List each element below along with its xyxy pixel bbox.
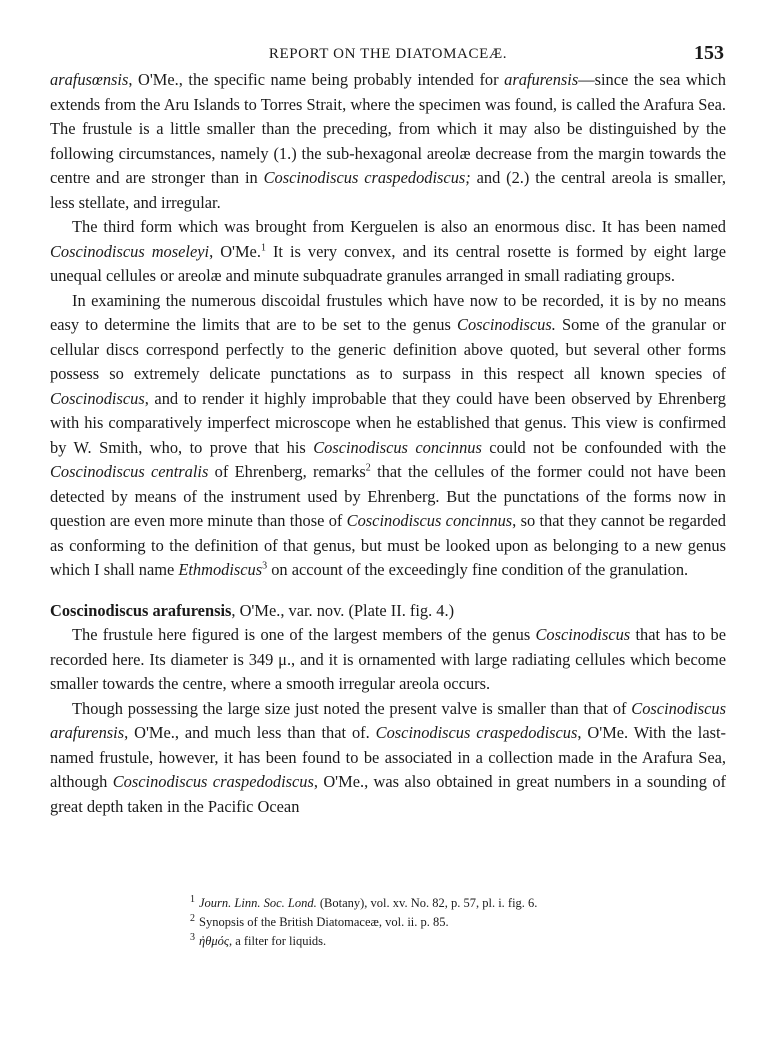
text-run: , and to render it highly improbable that they could have been observed by Ehrenberg with his comparatively imperfect microscope when he established that genus. This view is confirmed by W. Smith, who, to prove that his — [50, 388, 726, 457]
text-run: , O'Me. — [209, 241, 261, 261]
text-run: It is very convex, and its central rosette is formed by eight large unequal cellules or areolæ and minute subquadrate granules arranged in small radiating groups. — [50, 241, 726, 285]
footnote-number: 2 — [190, 912, 195, 924]
italic-text: Coscinodiscus moseleyi — [50, 241, 210, 261]
italic-text: Coscinodiscus arafurensis — [50, 698, 726, 742]
text-run: Some of the granular or cellular discs correspond perfectly to the generic definition above quoted, but several other forms possess so extremely delicate punctations as to surpass in this respect all known species of — [50, 315, 726, 383]
italic-text: Ethmodiscus — [178, 560, 263, 579]
italic-text: Coscinodiscus craspedodiscus — [375, 723, 578, 742]
text-run: on account of the exceedingly fine condition of the granulation. — [267, 560, 689, 579]
page-number: 153 — [694, 42, 724, 64]
text-run: that the cellules of the former could not have been detected by means of the instrument used by Ehrenberg. But the punctations of the forms now in question are even more minute than those of — [50, 462, 727, 530]
text-run: The frustule here figured is one of the largest members of the genus — [72, 625, 536, 644]
footnote-ref: 3 — [262, 560, 268, 572]
paragraph — [50, 215, 726, 289]
paragraph — [50, 289, 726, 583]
footnote — [190, 932, 710, 951]
footnotes — [190, 894, 710, 951]
italic-text: Coscinodiscus — [535, 625, 631, 644]
italic-text: Coscinodiscus concinnus — [346, 511, 513, 530]
body-text — [50, 68, 726, 819]
footnote-number: 3 — [190, 931, 195, 943]
footnote-ref: 2 — [365, 462, 371, 474]
italic-text: Coscinodiscus centralis — [50, 462, 209, 481]
text-run: could not be confounded with the — [481, 437, 726, 457]
text-run: , a filter for liquids. — [228, 934, 327, 948]
italic-text: Coscinodiscus. — [457, 315, 556, 334]
paragraph — [50, 623, 726, 697]
text-run: , O'Me., and much less than that of. — [124, 723, 376, 742]
text-run: of Ehrenberg, remarks — [208, 462, 366, 481]
italic-text: arafurensis — [504, 70, 579, 89]
text-run: Though possessing the large size just noted the present valve is smaller than that of — [72, 698, 632, 718]
italic-text: Journ. Linn. Soc. Lond. — [199, 896, 317, 910]
italic-text: Coscinodiscus craspedodiscus — [112, 772, 314, 791]
italic-text: arafusœnsis — [50, 70, 129, 89]
section-heading-rest: , O'Me., var. nov. (Plate II. fig. 4.) — [231, 600, 455, 620]
text-run: In examining the numerous discoidal frustules which have now to be recorded, it is by no means easy to determine the limits that are to be set to the genus — [50, 290, 726, 334]
italic-text: Coscinodiscus concinnus — [313, 437, 482, 457]
text-run: and (2.) the central areola is smaller, less stellate, and irregular. — [50, 168, 726, 212]
footnote — [190, 894, 710, 913]
section-heading-name: Coscinodiscus arafurensis — [50, 600, 232, 620]
paragraph — [50, 697, 726, 820]
text-run: , so that they cannot be regarded as conforming to the definition of that genus, but must be looked upon as belonging to a new genus which I shall name — [50, 511, 726, 579]
text-run: —since the sea which extends from the Aru Islands to Torres Strait, where the specimen was found, is called the Arafura Sea. The frustule is a little smaller than the preceding, from which it may also be distinguished by the following circumstances, namely (1.) the sub-hexagonal areolæ decrease from the margin towards the centre and are stronger than in — [50, 70, 726, 187]
text-run: The third form which was brought from Kerguelen is also an enormous disc. It has been named — [72, 217, 726, 236]
footnote-number: 1 — [190, 893, 195, 905]
footnote-ref: 1 — [260, 242, 266, 254]
section-heading — [50, 599, 726, 624]
text-run: , O'Me. With the last-named frustule, however, it has been found to be associated in a collection made in the Arafura Sea, although — [50, 723, 726, 791]
italic-text: Coscinodiscus craspedodiscus; — [263, 168, 471, 187]
page — [50, 40, 726, 819]
italic-text: ἠθμός — [199, 934, 229, 948]
text-run: that has to be recorded here. Its diameter is 349 μ., and it is ornamented with large radiating cellules which become smaller towards the centre, where a smooth irregular areola occurs. — [50, 625, 726, 693]
paragraph — [50, 68, 726, 215]
text-run: Synopsis of the British Diatomaceæ, vol. ii. p. 85. — [199, 915, 449, 929]
page-header — [50, 40, 726, 68]
text-run: (Botany), vol. xv. No. 82, p. 57, pl. i. fig. 6. — [316, 896, 538, 910]
footnote — [190, 913, 710, 932]
text-run: , O'Me., was also obtained in great numbers in a sounding of great depth taken in the Pacific Ocean — [50, 772, 726, 816]
text-run: , O'Me., the specific name being probably intended for — [128, 70, 505, 89]
running-head: REPORT ON THE DIATOMACEÆ. — [268, 46, 508, 62]
italic-text: Coscinodiscus — [50, 388, 145, 408]
